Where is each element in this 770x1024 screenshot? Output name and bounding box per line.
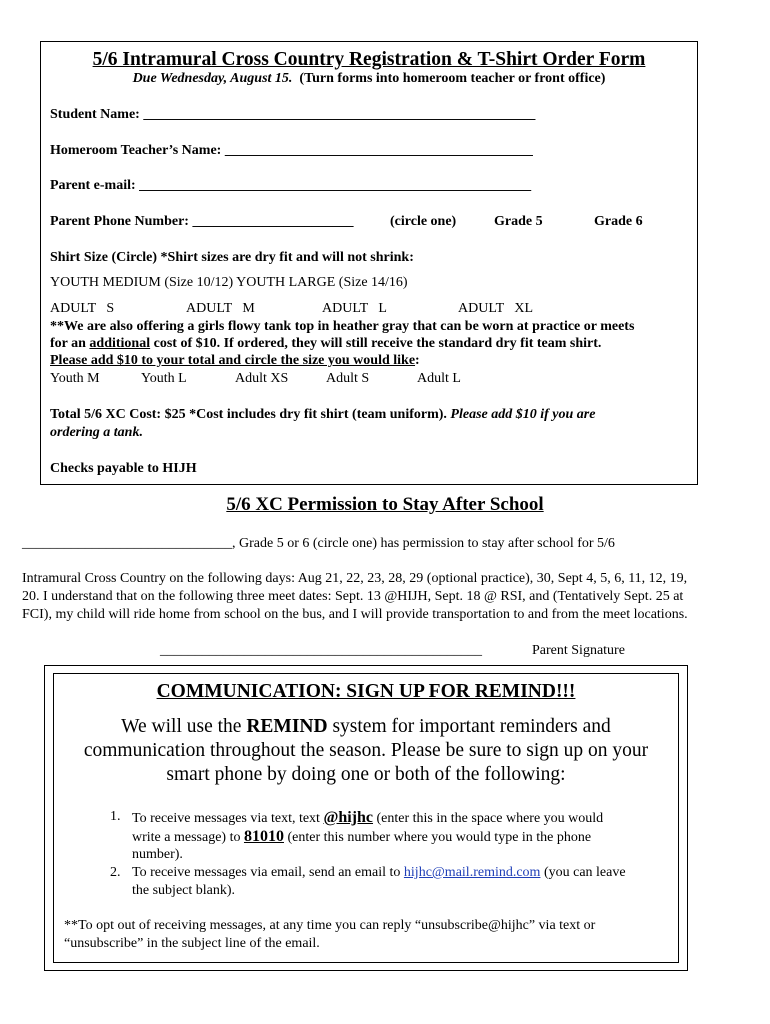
opt-out-line-2: “unsubscribe” in the subject line of the email. bbox=[64, 936, 320, 951]
communication-intro-line-1: We will use the REMIND system for important reminders and bbox=[121, 716, 611, 737]
tank-size-youth-l[interactable]: Youth L bbox=[141, 371, 187, 386]
student-name-field[interactable]: Student Name: ________________________________________________________ bbox=[50, 107, 536, 122]
permission-paragraph-line-2: 20. I understand that on the following three meet dates: Sept. 13 @HIJH, Sept. 18 @ RSI, and (Tentatively Sept. 25 at bbox=[22, 589, 684, 604]
permission-paragraph-line-1: Intramural Cross Country on the following days: Aug 21, 22, 23, 28, 29 (optional practice), 30, Sept 4, 5, 6, 11, 12, 19, bbox=[22, 571, 688, 586]
permission-paragraph-line-3: FCI), my child will ride home from school on the bus, and I will provide transportation to and from the meet locations. bbox=[22, 607, 688, 622]
shirt-size-heading: Shirt Size (Circle) *Shirt sizes are dry fit and will not shrink: bbox=[50, 250, 414, 265]
communication-intro-line-2: communication throughout the season. Please be sure to sign up on your bbox=[83, 740, 649, 761]
adult-size-medium[interactable]: ADULT M bbox=[186, 301, 255, 316]
turn-in-instructions: (Turn forms into homeroom teacher or front office) bbox=[299, 71, 606, 86]
adult-size-large[interactable]: ADULT L bbox=[322, 301, 387, 316]
text-signup-end: number). bbox=[132, 847, 183, 862]
text-signup-instruction: To receive messages via text, text @hijhc (enter this in the space where you would bbox=[132, 809, 604, 826]
remind-email-link[interactable]: hijhc@mail.remind.com bbox=[403, 865, 541, 880]
list-item-2-number: 2. bbox=[110, 865, 121, 880]
remind-number: 81010 bbox=[243, 828, 284, 845]
checks-payable: Checks payable to HIJH bbox=[50, 461, 197, 476]
tank-top-instruction: Please add $10 to your total and circle the size you would like: bbox=[50, 353, 420, 368]
parent-signature-label: Parent Signature bbox=[532, 643, 625, 658]
class-code: @hijhc bbox=[323, 809, 374, 826]
adult-size-xl[interactable]: ADULT XL bbox=[458, 301, 534, 316]
tank-size-adult-l[interactable]: Adult L bbox=[417, 371, 461, 386]
grade-6-option[interactable]: Grade 6 bbox=[594, 214, 643, 229]
tank-top-note: **We are also offering a girls flowy tank top in heather gray that can be worn at practice or meets bbox=[50, 319, 635, 334]
youth-size-options[interactable]: YOUTH MEDIUM (Size 10/12) YOUTH LARGE (Size 14/16) bbox=[50, 275, 408, 290]
parent-signature-field[interactable]: ______________________________________________ bbox=[160, 643, 482, 658]
communication-intro-line-3: smart phone by doing one or both of the following: bbox=[166, 764, 566, 785]
total-cost: Total 5/6 XC Cost: $25 *Cost includes dry fit shirt (team uniform). Please add $10 if you are bbox=[50, 407, 596, 422]
grade-5-option[interactable]: Grade 5 bbox=[494, 214, 543, 229]
adult-size-small[interactable]: ADULT S bbox=[50, 301, 115, 316]
due-date: Due Wednesday, August 15. bbox=[132, 71, 293, 86]
permission-title: 5/6 XC Permission to Stay After School bbox=[226, 494, 544, 515]
registration-title: 5/6 Intramural Cross Country Registration & T-Shirt Order Form bbox=[92, 49, 646, 70]
list-item-1-number: 1. bbox=[110, 809, 121, 824]
circle-one-label: (circle one) bbox=[390, 214, 457, 229]
total-cost-tank-note: ordering a tank. bbox=[50, 425, 143, 440]
tank-size-adult-s[interactable]: Adult S bbox=[326, 371, 370, 386]
communication-title: COMMUNICATION: SIGN UP FOR REMIND!!! bbox=[156, 681, 576, 702]
tank-size-youth-m[interactable]: Youth M bbox=[50, 371, 100, 386]
homeroom-teacher-field[interactable]: Homeroom Teacher’s Name: ____________________________________________ bbox=[50, 143, 533, 158]
parent-phone-field[interactable]: Parent Phone Number: _______________________ bbox=[50, 214, 354, 229]
email-signup-instruction: To receive messages via email, send an email to hijhc@mail.remind.com (you can leave bbox=[132, 865, 626, 880]
due-line bbox=[40, 71, 698, 87]
parent-email-field[interactable]: Parent e-mail: ________________________________________________________ bbox=[50, 178, 532, 193]
tank-top-cost: for an additional cost of $10. If ordered, they will still receive the standard dry fit team shirt. bbox=[50, 336, 602, 351]
tank-size-adult-xs[interactable]: Adult XS bbox=[235, 371, 289, 386]
opt-out-line-1: **To opt out of receiving messages, at any time you can reply “unsubscribe@hijhc” via text or bbox=[64, 918, 596, 933]
student-permission-line[interactable]: ______________________________, Grade 5 or 6 (circle one) has permission to stay after school for 5/6 bbox=[22, 536, 615, 551]
text-signup-number-line: write a message) to 81010 (enter this number where you would type in the phone bbox=[132, 828, 592, 845]
email-signup-end: the subject blank). bbox=[132, 883, 236, 898]
